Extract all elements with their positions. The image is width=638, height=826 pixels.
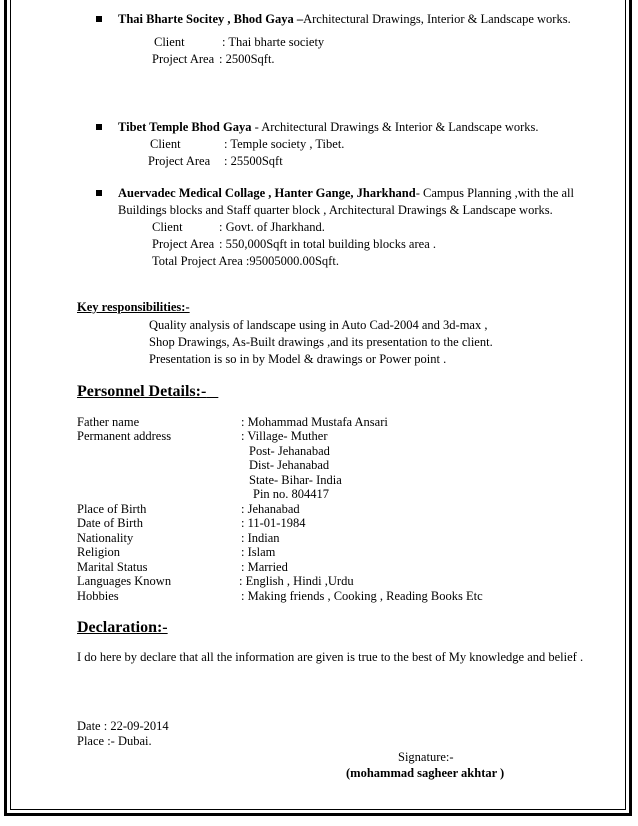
- project-1-area-label: Project Area: [152, 52, 215, 66]
- project-2-line: [118, 120, 539, 135]
- address-line: State- Bihar- India: [249, 473, 342, 487]
- languages-label: Languages Known: [77, 574, 172, 588]
- marital-value: : Married: [241, 560, 288, 574]
- place-line: Place :- Dubai.: [77, 734, 152, 748]
- signature-name: (mohammad sagheer akhtar ): [346, 766, 505, 780]
- date-line: Date : 22-09-2014: [77, 719, 169, 733]
- project-2-client-value: : Temple society , Tibet.: [224, 137, 345, 151]
- project-3-desc: - Campus Planning ,with the all: [415, 186, 575, 200]
- declaration-heading: Declaration:-: [77, 619, 168, 636]
- project-1-desc: Architectural Drawings, Interior & Landscape works.: [303, 12, 571, 26]
- project-3-total-area: Total Project Area :95005000.00Sqft.: [152, 254, 339, 268]
- bullet-icon: [96, 16, 102, 22]
- dob-label: Date of Birth: [77, 516, 143, 530]
- project-2-title: Tibet Temple Bhod Gaya: [118, 120, 252, 134]
- nationality-value: : Indian: [241, 531, 280, 545]
- project-1-area-value: : 2500Sqft.: [219, 52, 275, 66]
- declaration-text: I do here by declare that all the information are given is true to the best of My knowledge and belief .: [77, 650, 584, 664]
- father-label: Father name: [77, 415, 140, 429]
- address-label: Permanent address: [77, 429, 172, 443]
- project-3-line: [118, 186, 574, 201]
- dob-value: : 11-01-1984: [241, 516, 306, 530]
- project-2-client-label: Client: [150, 137, 181, 151]
- signature-label: Signature:-: [398, 750, 454, 764]
- project-1-client-label: Client: [154, 35, 185, 49]
- address-line: : Village- Muther: [241, 429, 328, 443]
- religion-label: Religion: [77, 545, 121, 559]
- project-3-client-value: : Govt. of Jharkhand.: [219, 220, 325, 234]
- pob-label: Place of Birth: [77, 502, 147, 516]
- nationality-label: Nationality: [77, 531, 134, 545]
- hobbies-label: Hobbies: [77, 589, 119, 603]
- project-3-title: Auervadec Medical Collage , Hanter Gange, Jharkhand: [118, 186, 416, 200]
- address-line: Dist- Jehanabad: [249, 458, 330, 472]
- project-2-area-value: : 25500Sqft: [224, 154, 283, 168]
- hobbies-value: : Making friends , Cooking , Reading Books Etc: [241, 589, 483, 603]
- project-1-client-value: : Thai bharte society: [222, 35, 325, 49]
- address-line: Pin no. 804417: [253, 487, 330, 501]
- bullet-icon: [96, 190, 102, 196]
- father-value: : Mohammad Mustafa Ansari: [241, 415, 388, 429]
- pob-value: : Jehanabad: [241, 502, 300, 516]
- marital-label: Marital Status: [77, 560, 148, 574]
- responsibility-line: Quality analysis of landscape using in Auto Cad-2004 and 3d-max ,: [149, 318, 488, 332]
- address-line: Post- Jehanabad: [249, 444, 330, 458]
- key-responsibilities-heading: Key responsibilities:-: [77, 300, 190, 314]
- responsibility-line: Presentation is so in by Model & drawings or Power point .: [149, 352, 447, 366]
- project-2-desc: - Architectural Drawings & Interior & Landscape works.: [251, 120, 539, 134]
- project-1-title: Thai Bharte Socitey , Bhod Gaya –: [118, 12, 304, 26]
- project-3-area-label: Project Area: [152, 237, 215, 251]
- project-3-area-value: : 550,000Sqft in total building blocks area .: [219, 237, 436, 251]
- project-3-client-label: Client: [152, 220, 183, 234]
- bullet-icon: [96, 124, 102, 130]
- personnel-heading: Personnel Details:-: [77, 383, 207, 400]
- project-1-line: [118, 12, 571, 27]
- religion-value: : Islam: [241, 545, 276, 559]
- responsibility-line: Shop Drawings, As-Built drawings ,and its presentation to the client.: [149, 335, 493, 349]
- languages-value: : English , Hindi ,Urdu: [239, 574, 354, 588]
- project-2-area-label: Project Area: [148, 154, 211, 168]
- project-3-desc-line2: Buildings blocks and Staff quarter block , Architectural Drawings & Landscape works.: [118, 203, 553, 217]
